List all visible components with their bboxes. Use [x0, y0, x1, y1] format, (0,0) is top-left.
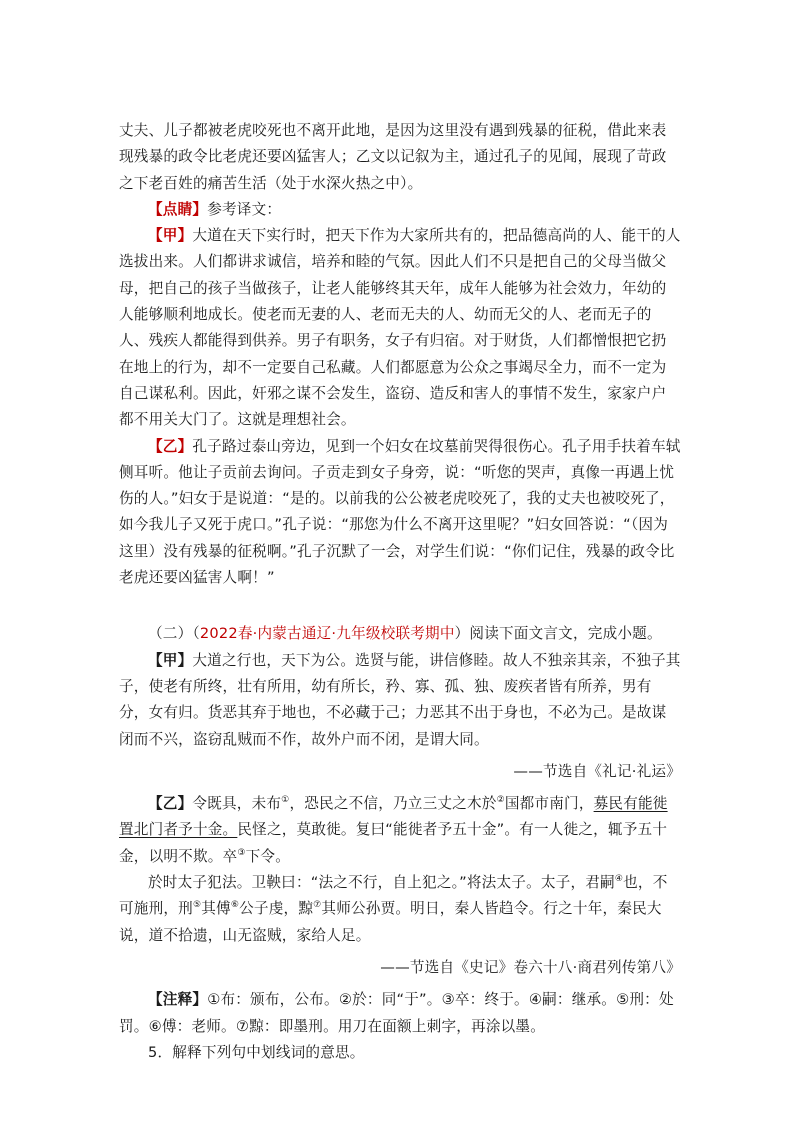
text-yi-tag: 【乙】: [148, 795, 193, 813]
dianjing-heading: [119, 197, 681, 223]
translation-jia-tag: 【甲】: [148, 227, 193, 245]
text-yi-para-2: 於时太子犯法。卫鞅曰：“法之不行，自上犯之。”将法太子。太子，君嗣④也，不可施刑，刑⑤其傅⑥公子虔，黥⑦其师公孙贾。明日，秦人皆趋令。行之十年，秦民大说，道不拾遗，山无盗贼，家给人足。: [119, 874, 668, 944]
note-mark-5: ⑤: [192, 900, 202, 911]
note-mark-1: ①: [281, 795, 290, 806]
document-page: [119, 118, 681, 1066]
text-jia: [119, 648, 681, 753]
notes-text: ①布：颁布，公布。②於：同“于”。③卒：终于。④嗣：继承。⑤刑：处罚。⑥傅：老师。⑦黥：即墨刑。用刀在面额上刺字，再涂以墨。: [119, 991, 674, 1035]
dianjing-label: 【点睛】: [148, 200, 208, 218]
note-mark-4: ④: [614, 874, 624, 885]
dianjing-text: 参考译文：: [207, 200, 282, 218]
translation-jia: [119, 223, 681, 433]
translation-yi-text: 孔子路过泰山旁边，见到一个妇女在坟墓前哭得很伤心。孔子用手扶着车轼侧耳听。他让子贡前去询问。子贡走到女子身旁，说：“听您的哭声，真像一再遇上忧伤的人。”妇女于是说道：“是的。以前我的公公被老虎咬死了，我的丈夫也被咬死了，如今我儿子又死于虎口。”孔子说：“那您为什么不离开这里呢？”妇女回答说：“（因为这里）没有残暴的征税啊。”孔子沉默了一会，对学生们说：“你们记住，残暴的政令比老虎还要凶猛害人啊！”: [119, 437, 681, 587]
question-source: 2022春·内蒙古通辽·九年级校联考期中: [199, 625, 455, 643]
text-jia-body: 大道之行也，天下为公。选贤与能，讲信修睦。故人不独亲其亲，不独子其子，使老有所终，壮有所用，幼有所长，矜、寡、孤、独、废疾者皆有所养，男有分，女有归。货恶其弃于地也，不必藏于己；力恶其不出于身也，不必为己。是故谋闭而不兴，盗窃乱贼而不作，故外户而不闭，是谓大同。: [119, 651, 681, 748]
note-mark-6: ⑥: [230, 900, 240, 911]
section-gap: [119, 591, 681, 621]
note-mark-7: ⑦: [313, 900, 322, 911]
question-2-intro: （二）（2022春·内蒙古通辽·九年级校联考期中）阅读下面文言文，完成小题。: [148, 625, 662, 643]
underlined-phrase: 募民有能徙置北门者予十金。: [119, 795, 668, 839]
question-5: 5．解释下列句中划线词的意思。: [148, 1043, 365, 1061]
text-jia-tag: 【甲】: [148, 651, 193, 669]
analysis-paragraph: 丈夫、儿子都被老虎咬死也不离开此地，是因为这里没有遇到残暴的征税，借此来表现残暴的政令比老虎还要凶猛害人；乙文以记叙为主，通过孔子的见闻，展现了苛政之下老百姓的痛苦生活（处于水深火热之中）。: [119, 122, 667, 192]
text-yi-source: ——节选自《史记》卷六十八·商君列传第八》: [380, 958, 681, 976]
notes-label: 【注释】: [148, 991, 208, 1009]
text-jia-source: ——节选自《礼记·礼运》: [513, 762, 681, 780]
translation-yi: [119, 434, 681, 592]
note-mark-2: ②: [496, 795, 505, 806]
text-yi-para-1: 【乙】令既具，未布①，恐民之不信，乃立三丈之木於②国都市南门，募民有能徙置北门者予十金。民怪之，莫敢徙。复曰“能徙者予五十金”。有一人徙之，辄予五十金，以明不欺。卒③下令。: [119, 795, 668, 865]
note-mark-3: ③: [237, 847, 246, 858]
notes: [119, 987, 681, 1040]
translation-jia-text: 大道在天下实行时，把天下作为大家所共有的，把品德高尚的人、能干的人选拔出来。人们都讲求诚信，培养和睦的气氛。因此人们不只是把自己的父母当做父母，把自己的孩子当做孩子，让老人能够终其天年，成年人能够为社会效力，年幼的人能够顺利地成长。使老而无妻的人、老而无夫的人、幼而无父的人、老而无子的人、残疾人都能得到供养。男子有职务，女子有归宿。对于财货，人们都憎恨把它扔在地上的行为，却不一定要自己私藏。人们都愿意为公众之事竭尽全力，而不一定为自己谋私利。因此，奸邪之谋不会发生，盗窃、造反和害人的事情不发生，家家户户都不用关大门了。这就是理想社会。: [119, 227, 681, 429]
translation-yi-tag: 【乙】: [148, 437, 193, 455]
